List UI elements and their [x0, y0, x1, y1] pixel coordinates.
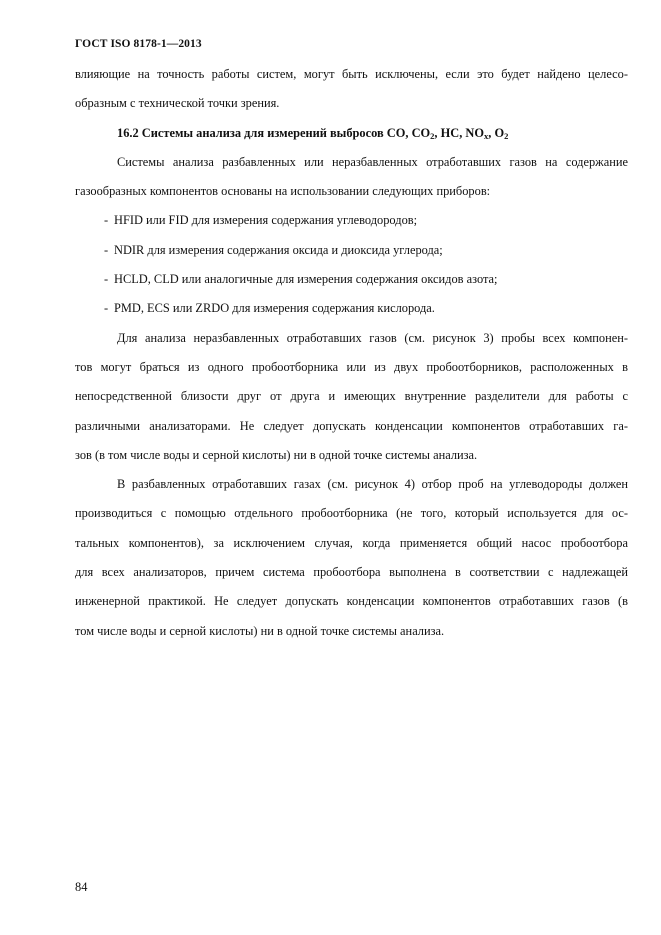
list-dash: - — [104, 272, 109, 287]
list-item-text: HCLD, CLD или аналогичные для измерения содержания оксидов азота; — [114, 272, 498, 287]
heading-subscript: 2 — [430, 130, 435, 141]
continuation-paragraph — [75, 60, 628, 119]
list-item — [75, 236, 628, 265]
list-item-text: HFID или FID для измерения содержания углеводородов; — [114, 213, 418, 228]
heading-text: , O — [488, 125, 505, 140]
list-item — [75, 294, 628, 323]
text-line: тов могут браться из одного пробоотборника или из двух пробоотборников, расположенных в — [75, 359, 628, 374]
list-item-text: PMD, ECS или ZRDO для измерения содержания кислорода. — [114, 301, 435, 316]
heading-subscript: x — [484, 130, 489, 141]
list-dash: - — [104, 213, 109, 228]
list-item — [75, 265, 628, 294]
document-header: ГОСТ ISO 8178-1—2013 — [75, 38, 202, 50]
heading-text: 16.2 Системы анализа для измерений выбросов CO, CO — [117, 125, 431, 140]
page-number: 84 — [75, 880, 88, 894]
text-line: образным с технической точки зрения. — [75, 96, 280, 111]
text-line: Для анализа неразбавленных отработавших газов (см. рисунок 3) пробы всех компонен- — [117, 330, 628, 345]
text-line: том числе воды и серной кислоты) ни в одной точке системы анализа. — [75, 623, 445, 638]
heading-text: , HC, NO — [434, 125, 484, 140]
section-heading — [75, 119, 628, 148]
heading-subscript: 2 — [504, 130, 509, 141]
instrument-list — [75, 206, 628, 323]
text-line: непосредственной близости друг от друга и имеющих внутренние разделители для работы с — [75, 389, 628, 404]
text-line: В разбавленных отработавших газах (см. рисунок 4) отбор проб на углеводороды должен — [117, 477, 628, 492]
text-line: влияющие на точность работы систем, могут быть исключены, если это будет найдено целесо- — [75, 67, 628, 81]
list-dash: - — [104, 301, 109, 316]
list-item — [75, 206, 628, 235]
list-dash: - — [104, 242, 109, 257]
text-line: газообразных компонентов основаны на использовании следующих приборов: — [75, 184, 491, 199]
diluted-analysis-paragraph — [75, 470, 628, 646]
text-line: тальных компонентов), за исключением случая, когда применяется общий насос пробоотбора — [75, 535, 628, 550]
text-line: инженерной практикой. Не следует допускать конденсации компонентов отработавших газов (в — [75, 594, 628, 609]
page-body — [75, 60, 628, 646]
undiluted-analysis-paragraph — [75, 324, 628, 470]
list-item-text: NDIR для измерения содержания оксида и диоксида углерода; — [114, 242, 443, 257]
text-line: для всех анализаторов, причем система пробоотбора выполнена в соответствии с надлежащей — [75, 565, 628, 580]
text-line: различными анализаторами. Не следует допускать конденсации компонентов отработавших га- — [75, 418, 628, 433]
text-line: производиться с помощью отдельного пробоотборника (не того, который используется для ос- — [75, 506, 628, 521]
text-line: Системы анализа разбавленных или неразбавленных отработавших газов на содержание — [117, 154, 628, 169]
text-line: зов (в том числе воды и серной кислоты) ни в одной точке системы анализа. — [75, 447, 478, 462]
intro-paragraph — [75, 148, 628, 207]
